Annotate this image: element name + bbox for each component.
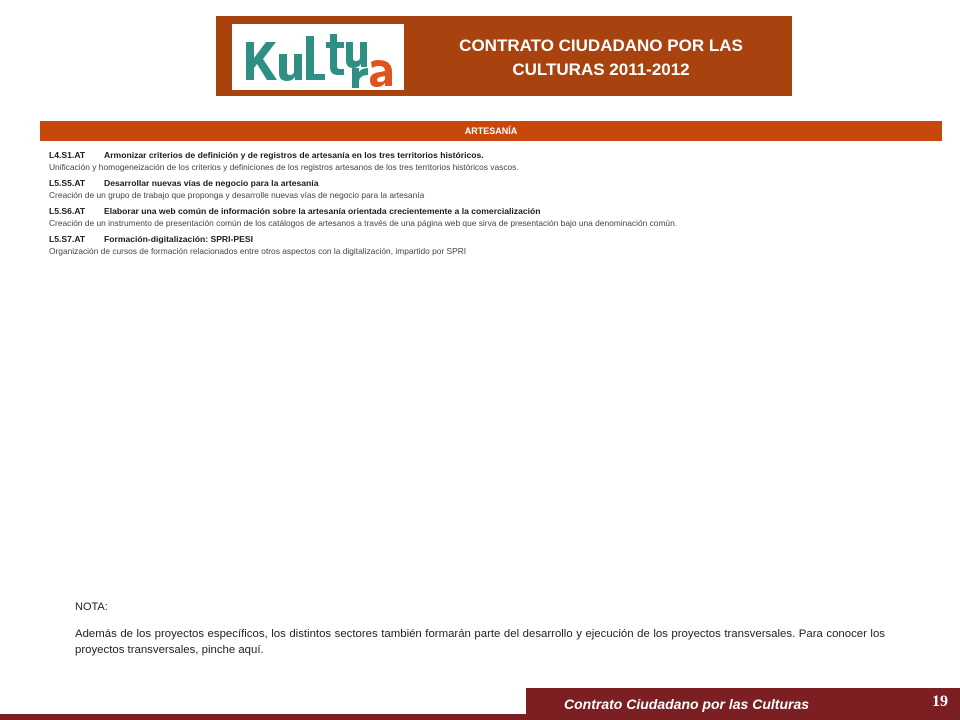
project-item bbox=[49, 205, 935, 228]
project-description: Creación de un instrumento de presentación común de los catálogos de artesanos a través de una página web que sirva de presentación bajo una denominación común. bbox=[49, 218, 678, 228]
project-description: Organización de cursos de formación relacionados entre otros aspectos con la digitalización, impartido por SPRI bbox=[49, 246, 467, 256]
project-title: Elaborar una web común de información sobre la artesanía orientada crecientemente a la comercialización bbox=[104, 206, 541, 216]
project-code: L5.S5.AT bbox=[49, 178, 86, 188]
project-heading bbox=[49, 177, 935, 189]
project-description: Creación de un grupo de trabajo que proponga y desarrolle nuevas vías de negocio para la artesanía bbox=[49, 190, 425, 200]
project-code: L4.S1.AT bbox=[49, 150, 86, 160]
project-code: L5.S7.AT bbox=[49, 234, 86, 244]
note-text[interactable]: Además de los proyectos específicos, los distintos sectores también formarán parte del desarrollo y ejecución de los proyectos transversales. Para conocer los proyectos transversales, pinche aquí. bbox=[75, 628, 885, 656]
project-description: Unificación y homogeneización de los criterios y definiciones de los registros artesanos de los tres territorios históricos vascos. bbox=[49, 162, 519, 172]
project-title: Armonizar criterios de definición y de registros de artesanía en los tres territorios históricos. bbox=[104, 150, 484, 160]
project-item bbox=[49, 233, 935, 256]
section-header-artesania: ARTESANÍA bbox=[40, 121, 942, 141]
title-line-2: CULTURAS 2011-2012 bbox=[512, 60, 690, 79]
project-title: Desarrollar nuevas vías de negocio para la artesanía bbox=[104, 178, 319, 188]
document-title bbox=[416, 34, 786, 82]
header-banner bbox=[216, 16, 792, 96]
project-item bbox=[49, 177, 935, 200]
project-heading bbox=[49, 205, 935, 217]
note-label: NOTA: bbox=[75, 601, 108, 613]
kultura-logo-graphic bbox=[232, 24, 404, 90]
project-heading bbox=[49, 233, 935, 245]
project-heading bbox=[49, 149, 935, 161]
footer-title: Contrato Ciudadano por las Culturas bbox=[564, 696, 810, 712]
footer-banner bbox=[526, 688, 960, 720]
project-code: L5.S6.AT bbox=[49, 206, 86, 216]
project-item bbox=[49, 149, 935, 172]
page-number: 19 bbox=[932, 693, 948, 710]
kultura-logo bbox=[232, 24, 404, 90]
title-line-1: CONTRATO CIUDADANO POR LAS bbox=[459, 36, 743, 55]
project-title: Formación-digitalización: SPRI-PESI bbox=[104, 234, 253, 244]
project-list bbox=[49, 149, 935, 261]
